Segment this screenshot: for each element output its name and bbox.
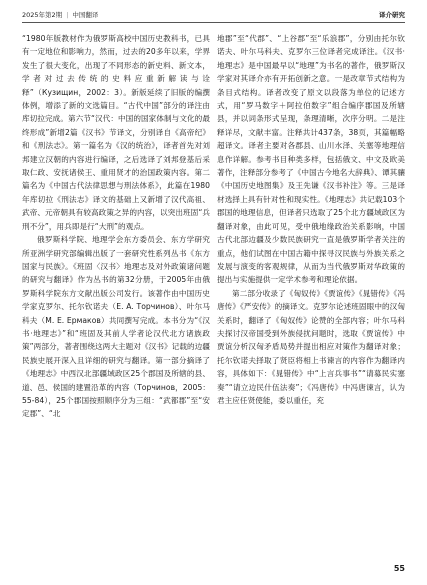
section-title: 译介研究 (379, 11, 405, 19)
header-left (22, 9, 98, 21)
body-paragraph: 俄罗斯科学院、地理学会东方委员会、东方学研究所亚洲学研究部编辑出版了一套研究性系列丛书《东方国家与民族》。《班固〈汉书〉地理志及对外政策诸问题的研究与翻译》作为丛书的第32分册，于2005年由俄罗斯科学院东方文献出版公司发行。该著作由中国历史学家克罗尔、托尔钦诺夫（E. A. Торчинов）、叶尔马科夫（M. E. Ермаков）共同撰写完成。本书分为“《汉书·地理志》”和“班固及其前人学者论汉代北方诸族政策”两部分，著者围绕这两大主题对《汉书》记载的边疆民族史展开深入且详细的研究与翻译。第一部分摘译了《地理志》中西汉北部疆域政区25个郡国及所辖的县、道、邑、侯国的建置沿革的内容（Торчинов，2005：55-84），25个郡国按照顺序分为三组：“武都郡”至“安定郡”、“北 (22, 235, 210, 419)
header-separator: | (66, 11, 69, 19)
header-rule (22, 22, 405, 23)
body-paragraph: 第二部分收录了《匈奴传》《贾谊传》《晁错传》《冯唐传》《严安传》的摘译文。克罗尔论述班固眼中的汉匈关系时，翻译了《匈奴传》论赞的全部内容；叶尔马科夫探讨汉帝国受到外族侵扰问题时，选取《贾谊传》中贾谊分析汉匈矛盾局势并提出相应对策作为翻译对象；托尔钦诺夫择取了贤臣将相上书谏言的内容作为翻译内容，具体如下：《晁错传》中“上言兵事书”“请募民实塞奏”“请立边民什伍法奏”；《冯唐传》中冯唐谏言，认为君主应任贤使能，委以重任，充 (217, 288, 405, 405)
right-column (217, 32, 405, 407)
page-number: 55 (393, 564, 405, 573)
issue-label: 2025年第2期 (22, 11, 63, 19)
body-paragraph: “1980年版教材作为俄罗斯高校中国历史教科书，已具有一定地位和影响力，然而，过去的20多年以来，学界发生了很大变化，出现了不同形态的新史料、新文本，学者对过去传统的史料应重新解读与诠释”（Кузищин，2002：3）。新版延续了旧版的编撰体例，增添了新的文选篇目。“古代中国”部分的译注由库切拉完成。第六节“汉代：中国的国家体制与文化的最终形成”新增2篇《汉书》节译文，分别译自《高帝纪》和《刑法志》。第一篇名为《汉的统治》，译者首先对刘邦建立汉朝的内容进行编译，之后选译了刘邦登基后采取仁政、安抚诸侯王、重用贤才的治国政策内容。第二篇名为《中国古代法律思想与刑法体系》，此篇在1980年库切拉《刑法志》译文的基础上又新增了汉代高祖、武帝、元帝朝具有较高政策之异的内容，以突出班固“兵刑不分”，用兵即是行“大刑”的观点。 (22, 34, 210, 231)
body-paragraph: 地郡”至“代郡”、“上谷郡”至“乐浪郡”，分别由托尔钦诺夫、叶尔马科夫、克罗尔三位译者完成译注。《汉书·地理志》是中国最早以“地理”为书名的著作，俄罗斯汉学家对其译介亦有开拓创新之意。一是改章节式结构为条目式结构。译者改变了原文以段落为单位的记述方式，用“罗马数字＋阿拉伯数字”组合编序郡国及所辖县，并以词条形式呈现，条理清晰，次序分明。二是注释详尽，文献丰富。注释共计437条，38页，其篇幅略超译文。译者主要对各郡县、山川水泽、关塞等地理信息作详解。参考书目种类多样，包括俄文、中文及欧美著作，注释部分参考了《中国古今地名大辞典》、谭其骧《中国历史地图集》及王先谦《汉书补注》等。三是译材选择上具有针对性和现实性。《地理志》共记载103个郡国的地理信息，但译者只选取了25个北方疆域政区为翻译对象，由此可见，受中俄地缘政治关系影响，中国古代北部边疆及少数民族研究一直是俄罗斯学者关注的重点，他们试图在中国古籍中探寻汉民族与外族关系之发展与演变的客观规律，从而为当代俄罗斯对华政策的提出与实施提供一定学术参考和理论依据。 (217, 34, 405, 285)
journal-name: 中国翻译 (72, 11, 99, 19)
running-header (22, 9, 405, 21)
left-column (22, 32, 210, 421)
